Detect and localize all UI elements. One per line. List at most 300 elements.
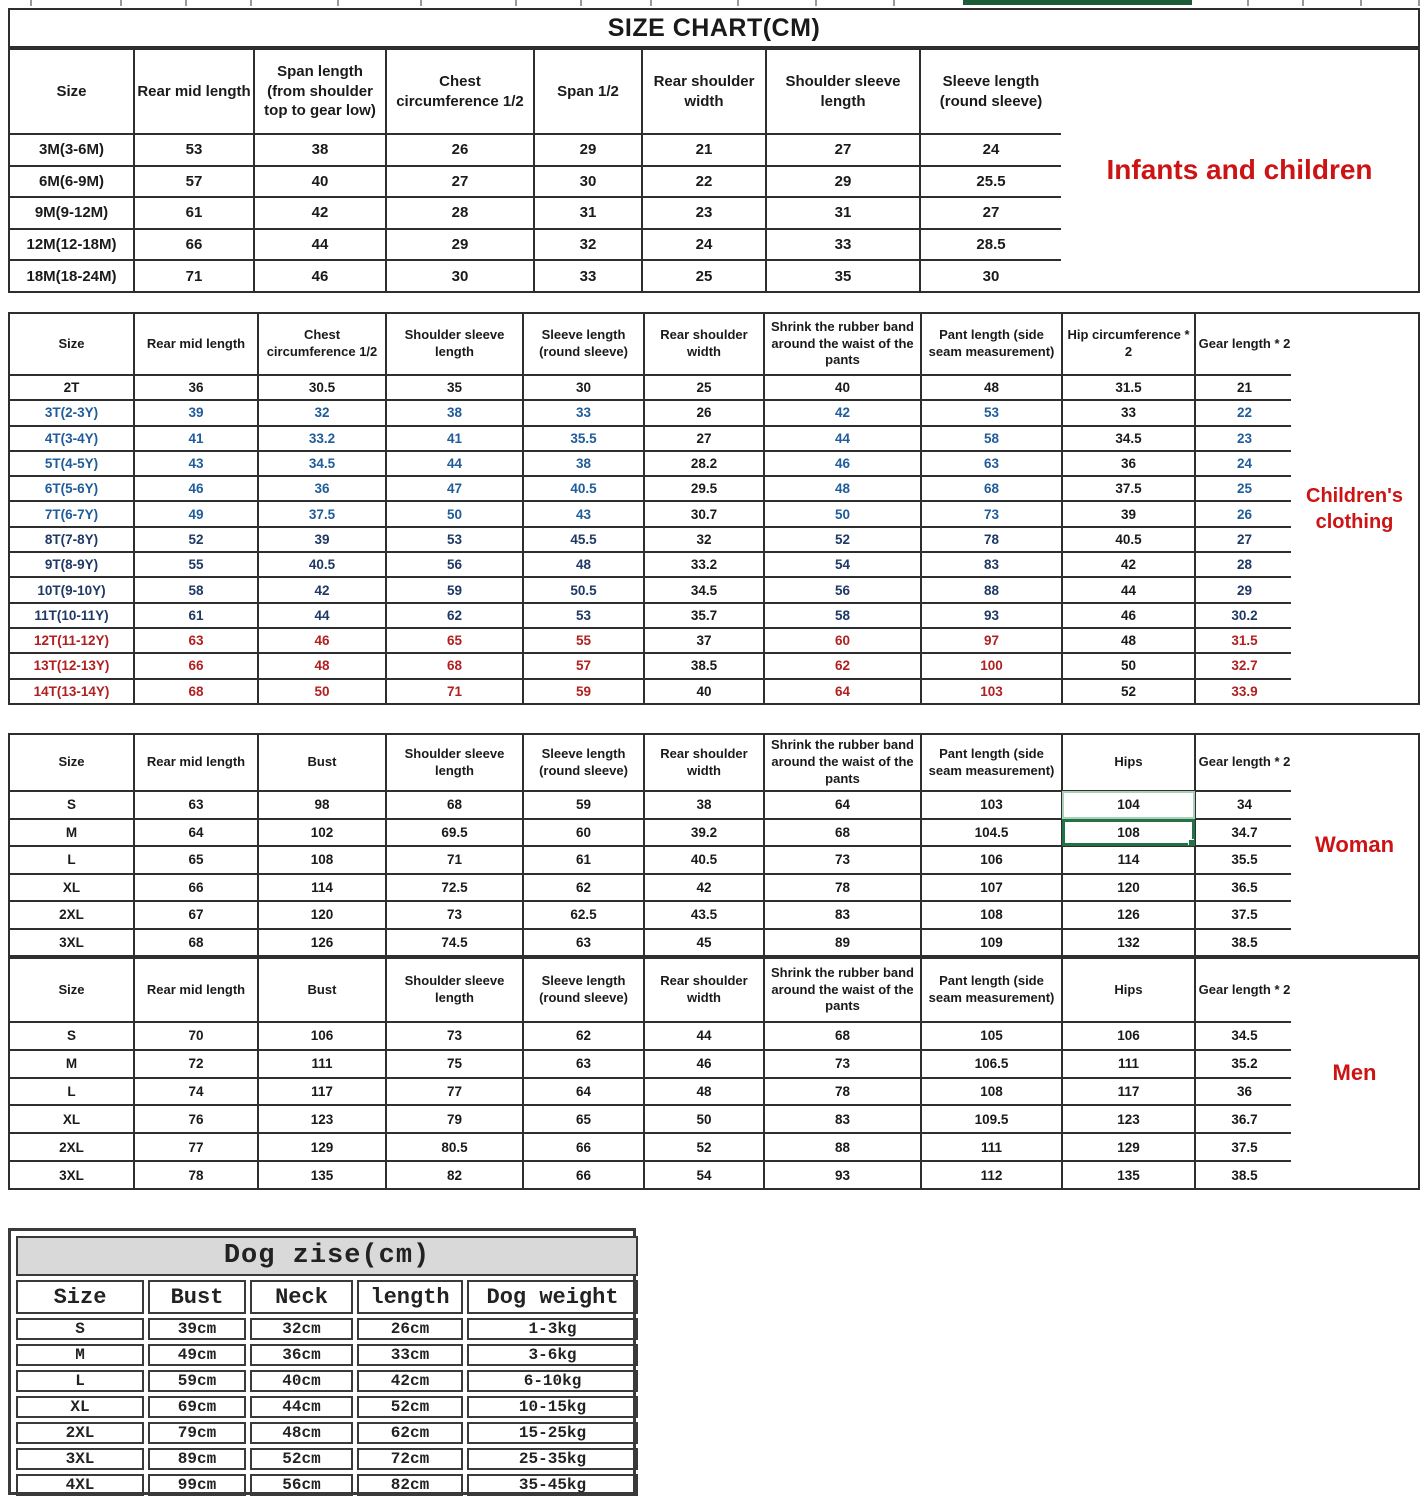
data-cell: 73 [386,1022,523,1050]
data-cell: 60 [523,819,644,847]
data-cell: 52 [644,1133,764,1161]
data-cell: 104 [1062,791,1195,819]
data-cell: 33 [1062,400,1195,425]
column-header: Hip circumference * 2 [1062,313,1195,375]
column-header: length [357,1280,463,1314]
row-size-label: 10T(9-10Y) [9,577,134,602]
row-size-label: 2XL [9,1133,134,1161]
data-cell: 65 [523,1105,644,1133]
data-cell: 22 [1195,400,1294,425]
row-size-label: 9M(9-12M) [9,197,134,229]
data-cell: 44 [1062,577,1195,602]
data-cell: 36cm [250,1344,353,1366]
data-cell: 82cm [357,1474,463,1496]
data-cell: 35.2 [1195,1050,1294,1078]
data-cell: 123 [258,1105,386,1133]
data-cell: 34.5 [258,451,386,476]
row-size-label: S [16,1318,144,1340]
data-cell: 28.2 [644,451,764,476]
table-row [9,929,1294,957]
data-cell: 29 [386,229,534,261]
table-row [9,679,1294,704]
data-cell: 66 [523,1161,644,1189]
column-header: Pant length (side seam measurement) [921,313,1062,375]
data-cell: 59cm [148,1370,246,1392]
table-row [9,603,1294,628]
data-cell: 34.5 [644,577,764,602]
data-cell: 36.5 [1195,874,1294,902]
table-row [16,1396,638,1418]
data-cell: 43.5 [644,901,764,929]
data-cell: 71 [386,846,523,874]
table-row [9,134,1062,166]
row-size-label: 2T [9,375,134,400]
data-cell: 34.7 [1195,819,1294,847]
table-row [9,653,1294,678]
data-cell: 126 [258,929,386,957]
data-cell: 21 [1195,375,1294,400]
data-cell: 83 [921,552,1062,577]
data-cell: 80.5 [386,1133,523,1161]
data-cell: 61 [134,197,254,229]
data-cell: 74 [134,1078,258,1106]
gridline-tick [1247,0,1249,6]
data-cell: 111 [1062,1050,1195,1078]
gridline-tick [737,0,739,6]
table-row [9,1161,1294,1189]
table-row [9,628,1294,653]
gridline-tick [250,0,252,6]
table-row [9,426,1294,451]
data-cell: 61 [523,846,644,874]
data-cell: 32 [534,229,642,261]
data-cell: 106 [1062,1022,1195,1050]
data-cell: 38 [386,400,523,425]
data-cell: 46 [254,260,386,292]
row-size-label: 18M(18-24M) [9,260,134,292]
data-cell: 108 [258,846,386,874]
data-cell: 66 [134,874,258,902]
column-header: Shrink the rubber band around the waist of the pants [764,958,921,1022]
table-row [9,1078,1294,1106]
data-cell: 120 [1062,874,1195,902]
data-cell: 83 [764,1105,921,1133]
data-cell: 54 [644,1161,764,1189]
data-cell: 40 [764,375,921,400]
data-cell: 44 [254,229,386,261]
data-cell: 59 [523,791,644,819]
data-cell: 30 [920,260,1062,292]
data-cell: 53 [523,603,644,628]
data-cell: 69cm [148,1396,246,1418]
column-header: Shrink the rubber band around the waist of the pants [764,313,921,375]
table-row [9,527,1294,552]
row-size-label: 12T(11-12Y) [9,628,134,653]
data-cell: 48 [764,476,921,501]
data-cell: 43 [134,451,258,476]
data-cell: 34.5 [1062,426,1195,451]
data-cell: 62.5 [523,901,644,929]
data-cell: 132 [1062,929,1195,957]
data-cell: 35.5 [523,426,644,451]
data-cell: 58 [134,577,258,602]
header-row [9,958,1294,1022]
data-cell: 30 [534,166,642,198]
row-size-label: 6T(5-6Y) [9,476,134,501]
data-cell: 27 [920,197,1062,229]
data-cell: 27 [644,426,764,451]
data-cell: 105 [921,1022,1062,1050]
header-row [9,734,1294,791]
children-label-panel [1291,312,1420,705]
data-cell: 78 [764,874,921,902]
data-cell: 49 [134,501,258,526]
data-cell: 46 [134,476,258,501]
data-cell: 27 [766,134,920,166]
column-header: Rear mid length [134,313,258,375]
gridline-tick [893,0,895,6]
data-cell: 63 [134,791,258,819]
data-cell: 108 [1062,819,1195,847]
data-cell: 40.5 [644,846,764,874]
data-cell: 66 [134,229,254,261]
data-cell: 40.5 [1062,527,1195,552]
data-cell: 42 [764,400,921,425]
children-label: Children's clothing [1306,484,1403,533]
data-cell: 79 [386,1105,523,1133]
table-row [9,400,1294,425]
data-cell: 68 [386,653,523,678]
data-cell: 52cm [250,1448,353,1470]
data-cell: 56cm [250,1474,353,1496]
data-cell: 49cm [148,1344,246,1366]
data-cell: 129 [258,1133,386,1161]
column-header: Pant length (side seam measurement) [921,734,1062,791]
data-cell: 88 [764,1133,921,1161]
data-cell: 36 [1062,451,1195,476]
infants-size-table [8,48,1063,293]
data-cell: 35-45kg [467,1474,638,1496]
data-cell: 68 [764,1022,921,1050]
data-cell: 55 [523,628,644,653]
column-header: Size [9,313,134,375]
data-cell: 73 [764,1050,921,1078]
data-cell: 32cm [250,1318,353,1340]
data-cell: 117 [258,1078,386,1106]
column-header: Pant length (side seam measurement) [921,958,1062,1022]
data-cell: 62cm [357,1422,463,1444]
column-header: Bust [148,1280,246,1314]
column-header: Rear mid length [134,49,254,134]
data-cell: 44 [258,603,386,628]
data-cell: 65 [386,628,523,653]
data-cell: 41 [134,426,258,451]
gridline-tick [650,0,652,6]
data-cell: 44 [386,451,523,476]
data-cell: 126 [1062,901,1195,929]
data-cell: 53 [386,527,523,552]
data-cell: 24 [1195,451,1294,476]
row-size-label: XL [9,1105,134,1133]
data-cell: 108 [921,901,1062,929]
data-cell: 26cm [357,1318,463,1340]
data-cell: 34.5 [1195,1022,1294,1050]
column-header: Rear mid length [134,734,258,791]
data-cell: 38.5 [1195,929,1294,957]
data-cell: 64 [764,791,921,819]
data-cell: 73 [921,501,1062,526]
data-cell: 23 [642,197,766,229]
column-header: Span 1/2 [534,49,642,134]
data-cell: 29 [534,134,642,166]
data-cell: 123 [1062,1105,1195,1133]
data-cell: 73 [386,901,523,929]
data-cell: 60 [764,628,921,653]
data-cell: 68 [134,679,258,704]
column-header: Neck [250,1280,353,1314]
data-cell: 35 [386,375,523,400]
data-cell: 97 [921,628,1062,653]
data-cell: 25.5 [920,166,1062,198]
data-cell: 15-25kg [467,1422,638,1444]
data-cell: 75 [386,1050,523,1078]
data-cell: 59 [523,679,644,704]
column-header: Rear shoulder width [642,49,766,134]
table-row [9,819,1294,847]
data-cell: 40cm [250,1370,353,1392]
gridline-tick [337,0,339,6]
data-cell: 45 [644,929,764,957]
dog-table-title: Dog zise(cm) [16,1236,638,1276]
table-row [9,1133,1294,1161]
data-cell: 28.5 [920,229,1062,261]
data-cell: 40 [644,679,764,704]
row-size-label: 11T(10-11Y) [9,603,134,628]
data-cell: 36 [1195,1078,1294,1106]
data-cell: 33.9 [1195,679,1294,704]
infants-table-section [8,48,1061,293]
table-row [9,476,1294,501]
column-header: Span length (from shoulder top to gear low) [254,49,386,134]
data-cell: 33.2 [644,552,764,577]
data-cell: 58 [921,426,1062,451]
data-cell: 89 [764,929,921,957]
data-cell: 62 [523,874,644,902]
page-title: SIZE CHART(CM) [8,8,1420,48]
data-cell: 106 [921,846,1062,874]
data-cell: 26 [644,400,764,425]
data-cell: 22 [642,166,766,198]
data-cell: 68 [386,791,523,819]
woman-size-table [8,733,1295,957]
table-row [9,874,1294,902]
column-header: Gear length * 2 [1195,958,1294,1022]
row-size-label: 2XL [9,901,134,929]
data-cell: 27 [1195,527,1294,552]
gridline-tick [185,0,187,6]
data-cell: 104.5 [921,819,1062,847]
data-cell: 6-10kg [467,1370,638,1392]
data-cell: 35.7 [644,603,764,628]
data-cell: 56 [386,552,523,577]
table-row [9,901,1294,929]
data-cell: 66 [523,1133,644,1161]
data-cell: 66 [134,653,258,678]
data-cell: 36 [134,375,258,400]
data-cell: 30.5 [258,375,386,400]
table-row [16,1318,638,1340]
data-cell: 57 [523,653,644,678]
data-cell: 58 [764,603,921,628]
data-cell: 55 [134,552,258,577]
data-cell: 78 [134,1161,258,1189]
data-cell: 39.2 [644,819,764,847]
data-cell: 30.2 [1195,603,1294,628]
gridline-tick [120,0,122,6]
data-cell: 74.5 [386,929,523,957]
column-header: Sleeve length (round sleeve) [523,313,644,375]
data-cell: 46 [644,1050,764,1078]
gridline-tick [1302,0,1304,6]
data-cell: 32 [644,527,764,552]
data-cell: 30.7 [644,501,764,526]
data-cell: 52 [764,527,921,552]
data-cell: 30 [523,375,644,400]
row-size-label: 3T(2-3Y) [9,400,134,425]
data-cell: 27 [386,166,534,198]
data-cell: 25 [1195,476,1294,501]
data-cell: 62 [523,1022,644,1050]
data-cell: 64 [134,819,258,847]
data-cell: 42 [644,874,764,902]
data-cell: 37.5 [1195,1133,1294,1161]
row-size-label: 7T(6-7Y) [9,501,134,526]
data-cell: 26 [386,134,534,166]
data-cell: 135 [258,1161,386,1189]
data-cell: 31 [534,197,642,229]
data-cell: 50 [386,501,523,526]
data-cell: 30 [386,260,534,292]
data-cell: 109.5 [921,1105,1062,1133]
column-header: Hips [1062,958,1195,1022]
data-cell: 120 [258,901,386,929]
row-size-label: 3XL [16,1448,144,1470]
data-cell: 33 [766,229,920,261]
selection-gridline [963,0,1192,5]
row-size-label: 3XL [9,1161,134,1189]
data-cell: 33 [534,260,642,292]
data-cell: 62 [764,653,921,678]
data-cell: 63 [523,1050,644,1078]
data-cell: 47 [386,476,523,501]
data-cell: 39 [134,400,258,425]
row-size-label: S [9,791,134,819]
data-cell: 83 [764,901,921,929]
data-cell: 43 [523,501,644,526]
data-cell: 109 [921,929,1062,957]
data-cell: 88 [921,577,1062,602]
data-cell: 25 [642,260,766,292]
data-cell: 50.5 [523,577,644,602]
row-size-label: 12M(12-18M) [9,229,134,261]
row-size-label: L [16,1370,144,1392]
data-cell: 29 [766,166,920,198]
data-cell: 112 [921,1161,1062,1189]
column-header: Sleeve length (round sleeve) [523,734,644,791]
data-cell: 33.2 [258,426,386,451]
data-cell: 48 [523,552,644,577]
data-cell: 50 [1062,653,1195,678]
data-cell: 33 [523,400,644,425]
data-cell: 52 [134,527,258,552]
data-cell: 42 [258,577,386,602]
row-size-label: 14T(13-14Y) [9,679,134,704]
row-size-label: 3XL [9,929,134,957]
table-row [9,451,1294,476]
gridline-tick [30,0,32,6]
row-size-label: M [9,1050,134,1078]
row-size-label: 4XL [16,1474,144,1496]
row-size-label: 2XL [16,1422,144,1444]
column-header: Rear mid length [134,958,258,1022]
data-cell: 61 [134,603,258,628]
data-cell: 72.5 [386,874,523,902]
data-cell: 10-15kg [467,1396,638,1418]
data-cell: 36.7 [1195,1105,1294,1133]
column-header: Shoulder sleeve length [386,313,523,375]
children-table-section [8,312,1293,705]
data-cell: 56 [764,577,921,602]
column-header: Shrink the rubber band around the waist of the pants [764,734,921,791]
dog-title-row [16,1236,638,1276]
data-cell: 37.5 [1195,901,1294,929]
data-cell: 44 [764,426,921,451]
data-cell: 107 [921,874,1062,902]
column-header: Rear shoulder width [644,734,764,791]
woman-label: Woman [1314,831,1395,857]
data-cell: 76 [134,1105,258,1133]
data-cell: 93 [921,603,1062,628]
data-cell: 54 [764,552,921,577]
data-cell: 65 [134,846,258,874]
header-row [9,49,1062,134]
table-row [9,846,1294,874]
data-cell: 38.5 [644,653,764,678]
data-cell: 32 [258,400,386,425]
data-cell: 21 [642,134,766,166]
data-cell: 48 [644,1078,764,1106]
data-cell: 135 [1062,1161,1195,1189]
data-cell: 40.5 [258,552,386,577]
column-header: Gear length * 2 [1195,734,1294,791]
column-header: Shoulder sleeve length [386,734,523,791]
table-row [9,375,1294,400]
column-header: Size [16,1280,144,1314]
table-row [16,1448,638,1470]
data-cell: 78 [921,527,1062,552]
data-cell: 111 [921,1133,1062,1161]
data-cell: 98 [258,791,386,819]
men-label-panel [1291,957,1420,1190]
data-cell: 38.5 [1195,1161,1294,1189]
data-cell: 117 [1062,1078,1195,1106]
table-row [9,501,1294,526]
column-header: Hips [1062,734,1195,791]
dog-size-table [12,1232,642,1500]
table-row [16,1344,638,1366]
data-cell: 106.5 [921,1050,1062,1078]
data-cell: 103 [921,679,1062,704]
